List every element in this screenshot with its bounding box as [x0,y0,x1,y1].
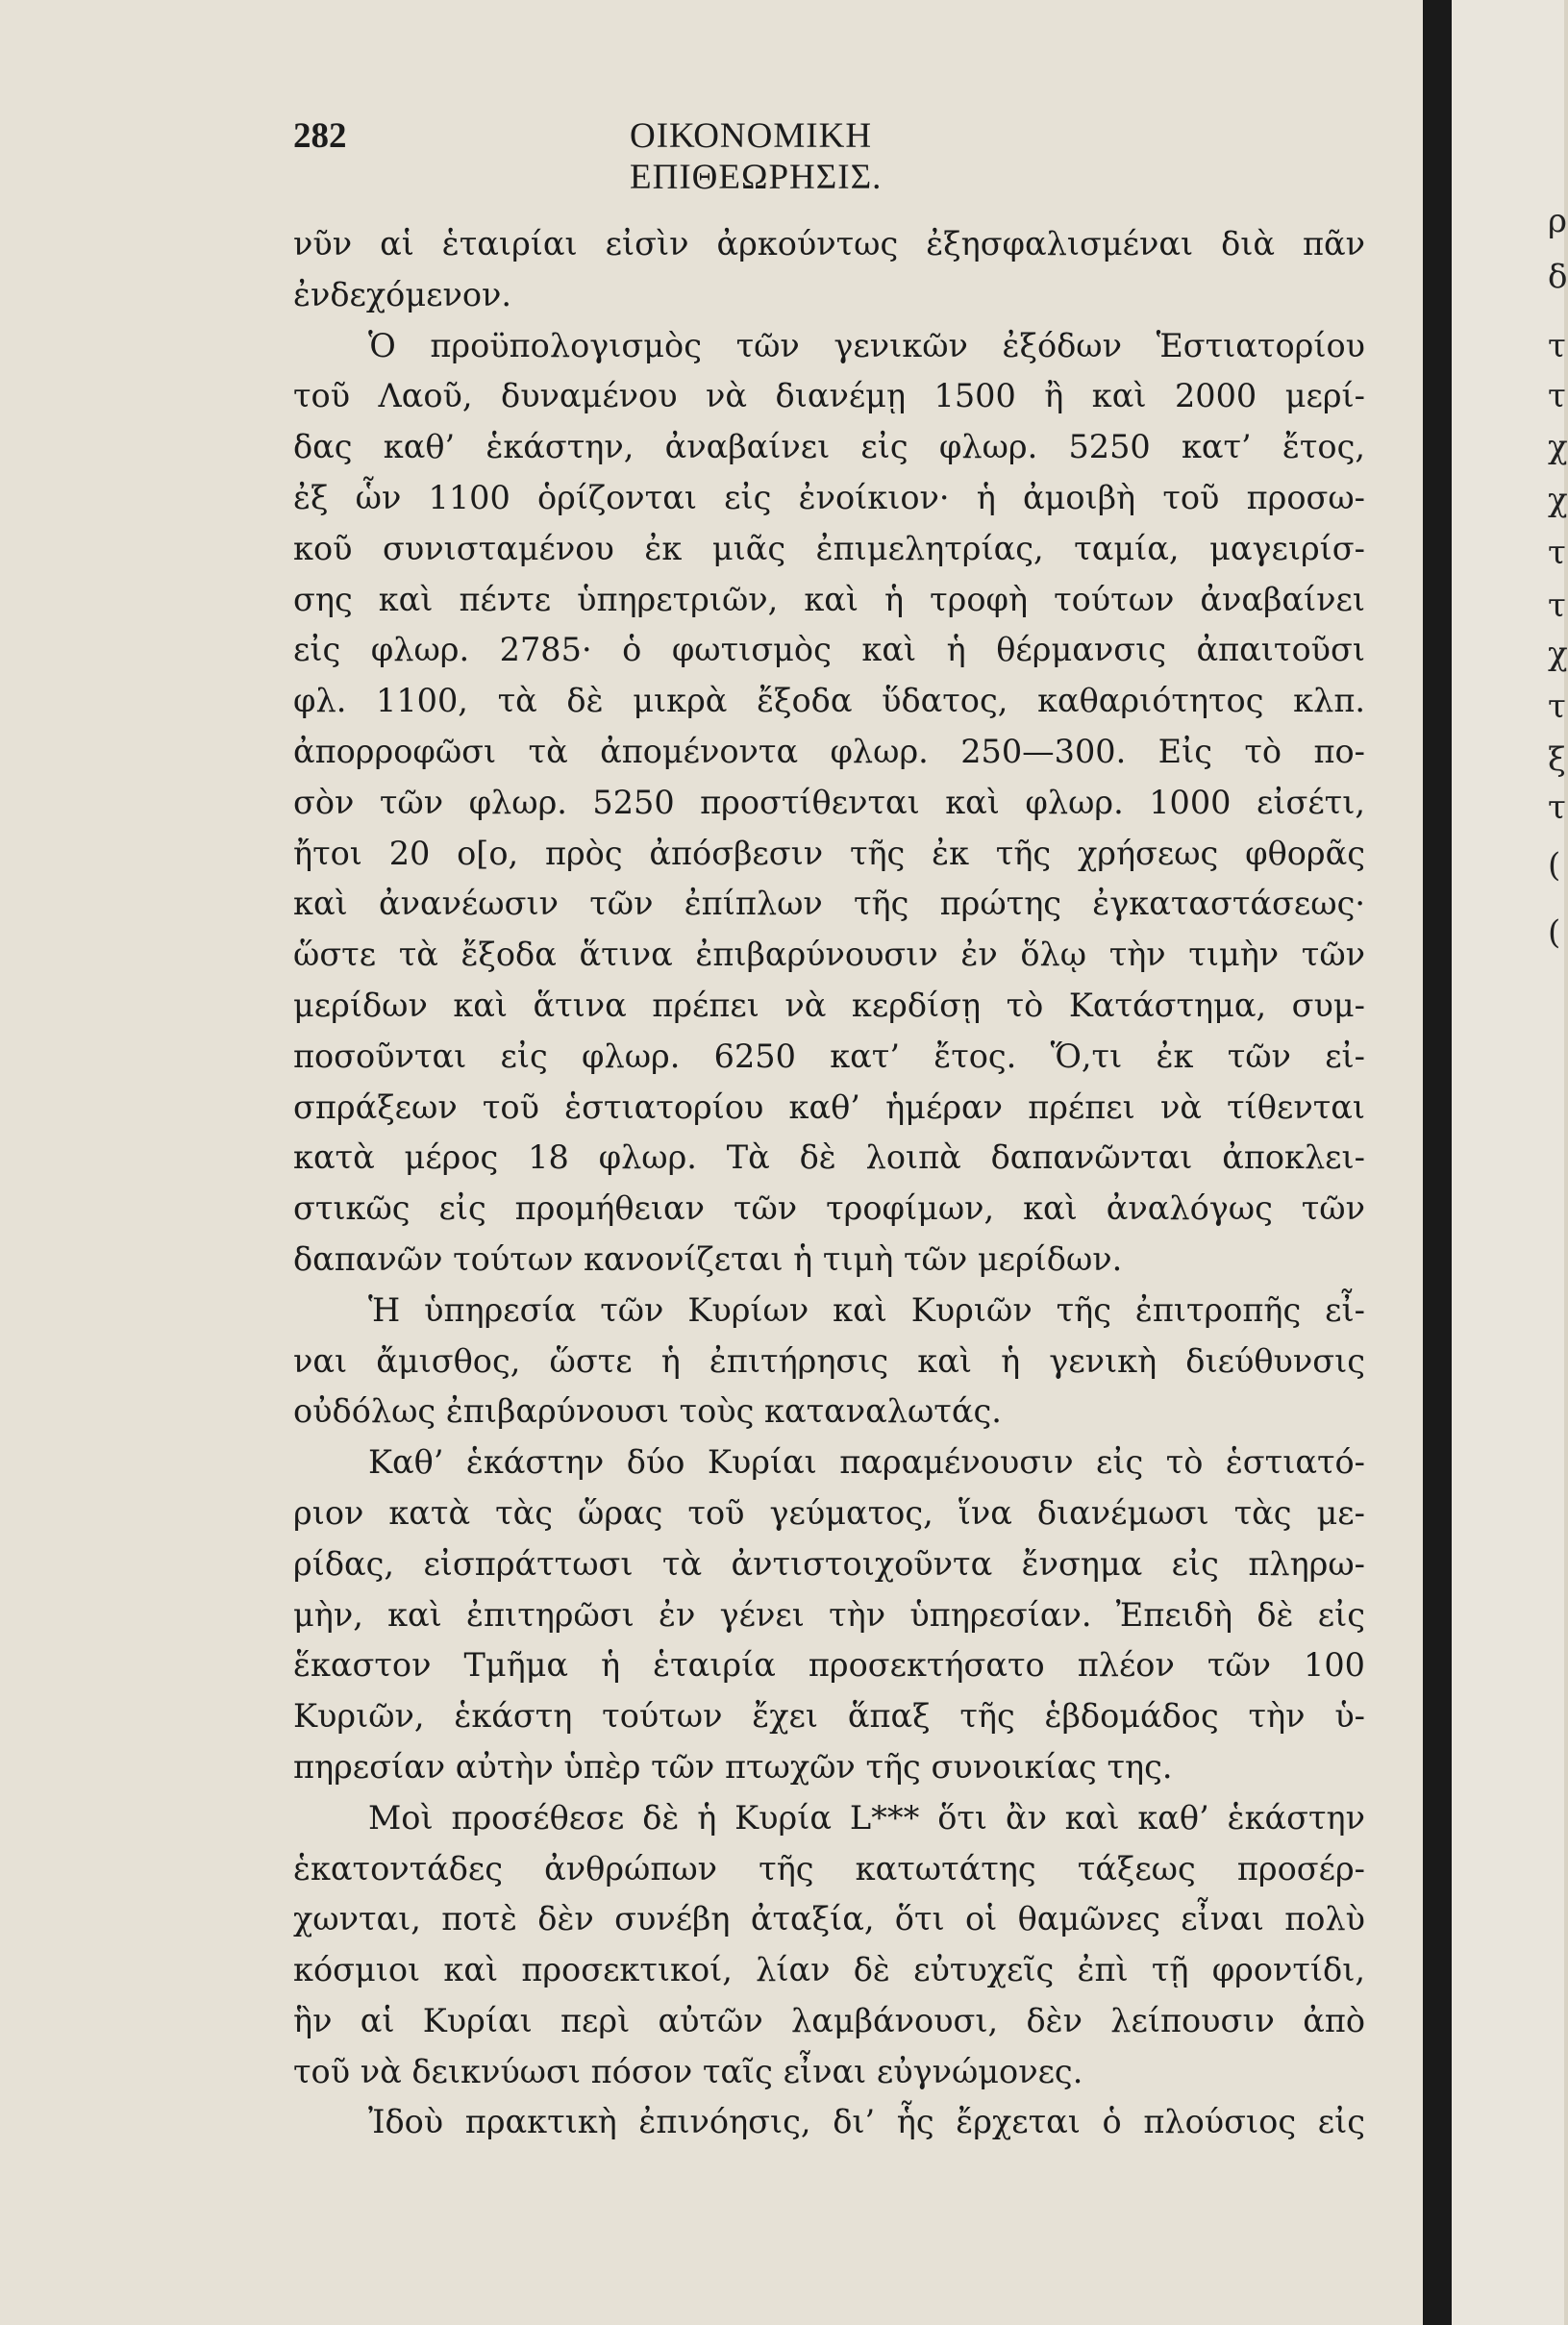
text-line: ὥστε τὰ ἔξοδα ἅτινα ἐπιβαρύνουσιν ἐν ὅλῳ τὴν τιμὴν τῶν [293,936,1365,974]
facing-page-glyph: ( [1548,913,1561,952]
book-gutter [1423,0,1452,2325]
text-line: τοῦ Λαοῦ, δυναμένου νὰ διανέμῃ 1500 ἢ καὶ 2000 μερί- [293,377,1365,415]
text-line: δαπανῶν τούτων κανονίζεται ἡ τιμὴ τῶν μερίδων. [293,1239,1123,1278]
text-line: σὸν τῶν φλωρ. 5250 προστίθενται καὶ φλωρ. 1000 εἰσέτι, [293,783,1365,821]
text-line: καὶ ἀνανέωσιν τῶν ἐπίπλων τῆς πρώτης ἐγκαταστάσεως· [293,885,1365,923]
facing-page-glyph: χ [1548,635,1568,673]
facing-page-glyph: τ [1548,587,1566,625]
running-title: ΟΙΚΟΝΟΜΙΚΗ ΕΠΙΘΕΩΡΗΣΙΣ. [630,116,883,197]
text-line: μερίδων καὶ ἅτινα πρέπει νὰ κερδίσῃ τὸ Κατάστημα, συμ- [293,986,1365,1024]
facing-page-glyph: τ [1548,534,1566,572]
text-line: Ὁ προϋπολογισμὸς τῶν γενικῶν ἐξόδων Ἑστιατορίου [368,326,1365,364]
text-line: οὐδόλως ἐπιβαρύνουσι τοὺς καταναλωτάς. [293,1392,1002,1431]
text-line: κόσμιοι καὶ προσεκτικοί, λίαν δὲ εὐτυχεῖς ἐπὶ τῇ φροντίδι, [293,1951,1365,1989]
text-line: ρίδας, εἰσπράττωσι τὰ ἀντιστοιχοῦντα ἔνσημα εἰς πληρω- [293,1544,1365,1583]
text-line: μὴν, καὶ ἐπιτηρῶσι ἐν γένει τὴν ὑπηρεσίαν. Ἐπειδὴ δὲ εἰς [293,1595,1365,1634]
text-line: Καθ’ ἑκάστην δύο Κυρίαι παραμένουσιν εἰς τὸ ἑστιατό- [368,1443,1365,1482]
text-line: Ἰδοὺ πρακτικὴ ἐπινόησις, δι’ ἧς ἔρχεται ὁ πλούσιος εἰς [368,2103,1365,2141]
text-line: τοῦ νὰ δεικνύωσι πόσον ταῖς εἶναι εὐγνώμονες. [293,2052,1083,2090]
text-line: ἀπορροφῶσι τὰ ἀπομένοντα φλωρ. 250—300. Εἰς τὸ πο- [293,732,1365,770]
text-line: ἐνδεχόμενον. [293,275,512,313]
facing-page-glyph: χ [1548,481,1568,519]
facing-page-glyph: ρ [1548,202,1567,240]
text-line: ποσοῦνται εἰς φλωρ. 6250 κατ’ ἔτος. Ὅ,τι ἐκ τῶν εἰ- [293,1037,1365,1075]
facing-page-glyph: τ [1548,688,1566,726]
text-line: ἑκατοντάδες ἀνθρώπων τῆς κατωτάτης τάξεως προσέρ- [293,1849,1365,1888]
text-line: νῦν αἱ ἑταιρίαι εἰσὶν ἀρκούντως ἐξησφαλισμέναι διὰ πᾶν [293,225,1365,262]
page-number: 282 [293,116,347,156]
facing-page-glyph: δ [1548,258,1568,296]
facing-page-glyph: τ [1548,327,1566,365]
text-line: Κυριῶν, ἑκάστη τούτων ἔχει ἅπαξ τῆς ἑβδομάδος τὴν ὑ- [293,1697,1365,1736]
facing-page-glyph: τ [1548,788,1566,827]
text-line: σης καὶ πέντε ὑπηρετριῶν, καὶ ἡ τροφὴ τούτων ἀναβαίνει [293,580,1365,618]
facing-page-edge [1452,0,1568,2325]
text-line: ἣν αἱ Κυρίαι περὶ αὐτῶν λαμβάνουσι, δὲν λείπουσιν ἀπὸ [293,2001,1365,2039]
text-line: Μοὶ προσέθεσε δὲ ἡ Κυρία L*** ὅτι ἂν καὶ καθ’ ἑκάστην [368,1798,1365,1837]
text-line: δας καθ’ ἑκάστην, ἀναβαίνει εἰς φλωρ. 5250 κατ’ ἔτος, [293,428,1365,466]
text-line: Ἡ ὑπηρεσία τῶν Κυρίων καὶ Κυριῶν τῆς ἐπιτροπῆς εἶ- [368,1290,1365,1329]
text-line: φλ. 1100, τὰ δὲ μικρὰ ἔξοδα ὕδατος, καθαριότητος κλπ. [293,682,1365,720]
facing-page-glyph: τ [1548,377,1566,415]
text-line: κατὰ μέρος 18 φλωρ. Τὰ δὲ λοιπὰ δαπανῶνται ἀποκλει- [293,1138,1365,1177]
text-line: εἰς φλωρ. 2785· ὁ φωτισμὸς καὶ ἡ θέρμανσις ἀπαιτοῦσι [293,631,1365,669]
text-line: ἕκαστον Τμῆμα ἡ ἑταιρία προσεκτήσατο πλέον τῶν 100 [293,1646,1365,1685]
text-line: σπράξεων τοῦ ἑστιατορίου καθ’ ἡμέραν πρέπει νὰ τίθενται [293,1088,1365,1126]
body-text [293,219,1365,2148]
text-line: ἐξ ὧν 1100 ὁρίζονται εἰς ἐνοίκιον· ἡ ἀμοιβὴ τοῦ προσω- [293,478,1365,516]
text-line: χωνται, ποτὲ δὲν συνέβη ἀταξία, ὅτι οἱ θαμῶνες εἶναι πολὺ [293,1900,1365,1938]
text-line: ριον κατὰ τὰς ὥρας τοῦ γεύματος, ἵνα διανέμωσι τὰς με- [293,1493,1365,1532]
text-line: πηρεσίαν αὐτὴν ὑπὲρ τῶν πτωχῶν τῆς συνοικίας της. [293,1747,1173,1786]
text-line: στικῶς εἰς προμήθειαν τῶν τροφίμων, καὶ ἀναλόγως τῶν [293,1189,1365,1228]
text-line: ἤτοι 20 ο[ο, πρὸς ἀπόσβεσιν τῆς ἐκ τῆς χρήσεως φθορᾶς [293,834,1365,872]
facing-page-glyph: χ [1548,428,1568,466]
text-line: κοῦ συνισταμένου ἐκ μιᾶς ἐπιμελητρίας, ταμία, μαγειρίσ- [293,529,1365,567]
facing-page-glyph: ( [1548,846,1561,885]
facing-page-glyph: ξ [1548,740,1566,779]
text-line: ναι ἄμισθος, ὥστε ἡ ἐπιτήρησις καὶ ἡ γενικὴ διεύθυνσις [293,1341,1365,1380]
